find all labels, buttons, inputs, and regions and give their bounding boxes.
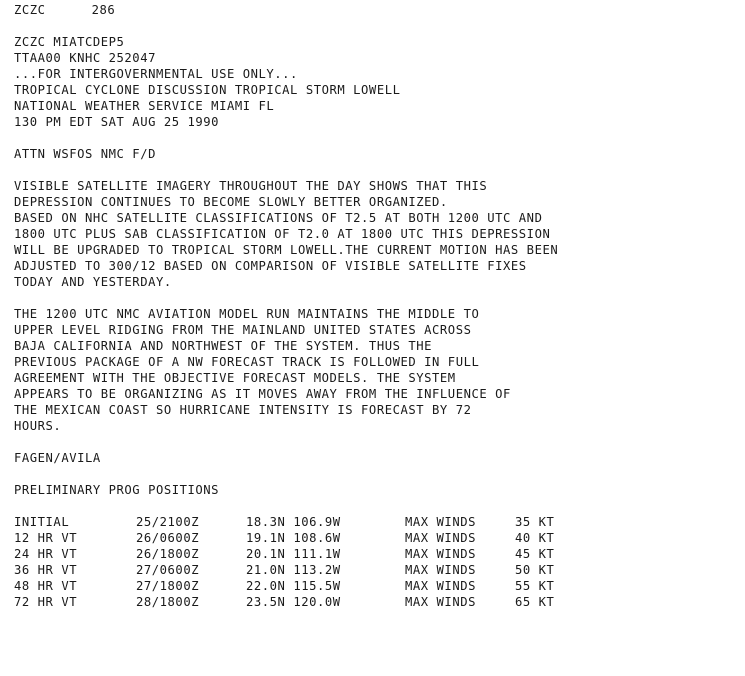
paragraph-line: BASED ON NHC SATELLITE CLASSIFICATIONS OF T2.5 AT BOTH 1200 UTC AND bbox=[14, 211, 543, 225]
forecast-coords: 21.0N 113.2W bbox=[246, 563, 341, 577]
table-row bbox=[14, 578, 575, 594]
forecast-coords: 23.5N 120.0W bbox=[246, 595, 341, 609]
paragraph-line: TODAY AND YESTERDAY. bbox=[14, 275, 172, 289]
forecaster-signature: FAGEN/AVILA bbox=[14, 451, 101, 465]
forecast-label: 12 HR VT bbox=[14, 531, 78, 545]
paragraph-line: AGREEMENT WITH THE OBJECTIVE FORECAST MODELS. THE SYSTEM bbox=[14, 371, 456, 385]
winds-label: MAX WINDS bbox=[405, 579, 476, 593]
forecast-coords: 22.0N 115.5W bbox=[246, 579, 341, 593]
table-row bbox=[14, 546, 575, 562]
winds-value: 50 KT bbox=[515, 563, 555, 577]
paragraph-line: PREVIOUS PACKAGE OF A NW FORECAST TRACK IS FOLLOWED IN FULL bbox=[14, 355, 480, 369]
paragraph-line: ADJUSTED TO 300/12 BASED ON COMPARISON OF VISIBLE SATELLITE FIXES bbox=[14, 259, 527, 273]
discussion-paragraph-2 bbox=[14, 306, 741, 434]
top-number: 286 bbox=[91, 3, 116, 17]
attention-line: ATTN WSFOS NMC F/D bbox=[14, 147, 156, 161]
paragraph-line: DEPRESSION CONTINUES TO BECOME SLOWLY BETTER ORGANIZED. bbox=[14, 195, 448, 209]
forecast-coords: 19.1N 108.6W bbox=[246, 531, 341, 545]
table-row bbox=[14, 594, 575, 610]
paragraph-line: APPEARS TO BE ORGANIZING AS IT MOVES AWAY FROM THE INFLUENCE OF bbox=[14, 387, 511, 401]
table-row bbox=[14, 530, 575, 546]
winds-value: 55 KT bbox=[515, 579, 555, 593]
forecast-time: 27/0600Z bbox=[136, 563, 200, 577]
prog-positions-table bbox=[14, 514, 575, 610]
forecast-time: 26/1800Z bbox=[136, 547, 200, 561]
paragraph-line: WILL BE UPGRADED TO TROPICAL STORM LOWELL.THE CURRENT MOTION HAS BEEN bbox=[14, 243, 559, 257]
table-row bbox=[14, 514, 575, 530]
forecast-time: 26/0600Z bbox=[136, 531, 200, 545]
forecast-time: 25/2100Z bbox=[136, 515, 200, 529]
paragraph-line: UPPER LEVEL RIDGING FROM THE MAINLAND UNITED STATES ACROSS bbox=[14, 323, 472, 337]
header-line: NATIONAL WEATHER SERVICE MIAMI FL bbox=[14, 99, 275, 113]
winds-label: MAX WINDS bbox=[405, 515, 476, 529]
forecast-label: 48 HR VT bbox=[14, 579, 78, 593]
document-page bbox=[14, 2, 741, 610]
winds-label: MAX WINDS bbox=[405, 595, 476, 609]
forecast-label: 72 HR VT bbox=[14, 595, 78, 609]
forecast-label: INITIAL bbox=[14, 515, 70, 529]
top-identifier bbox=[14, 2, 741, 18]
bulletin-header bbox=[14, 34, 741, 130]
forecast-label: 36 HR VT bbox=[14, 563, 78, 577]
paragraph-line: THE 1200 UTC NMC AVIATION MODEL RUN MAINTAINS THE MIDDLE TO bbox=[14, 307, 480, 321]
winds-value: 65 KT bbox=[515, 595, 555, 609]
header-line: ZCZC MIATCDEP5 bbox=[14, 35, 125, 49]
winds-value: 40 KT bbox=[515, 531, 555, 545]
paragraph-line: 1800 UTC PLUS SAB CLASSIFICATION OF T2.0 AT 1800 UTC THIS DEPRESSION bbox=[14, 227, 551, 241]
winds-label: MAX WINDS bbox=[405, 563, 476, 577]
discussion-paragraph-1 bbox=[14, 178, 741, 290]
forecast-time: 27/1800Z bbox=[136, 579, 200, 593]
header-line: TROPICAL CYCLONE DISCUSSION TROPICAL STORM LOWELL bbox=[14, 83, 401, 97]
top-code: ZCZC bbox=[14, 3, 46, 17]
paragraph-line: HOURS. bbox=[14, 419, 62, 433]
winds-value: 35 KT bbox=[515, 515, 555, 529]
forecast-coords: 20.1N 111.1W bbox=[246, 547, 341, 561]
prog-positions-title: PRELIMINARY PROG POSITIONS bbox=[14, 483, 220, 497]
paragraph-line: BAJA CALIFORNIA AND NORTHWEST OF THE SYSTEM. THUS THE bbox=[14, 339, 433, 353]
forecast-time: 28/1800Z bbox=[136, 595, 200, 609]
paragraph-line: VISIBLE SATELLITE IMAGERY THROUGHOUT THE DAY SHOWS THAT THIS bbox=[14, 179, 488, 193]
header-line: ...FOR INTERGOVERNMENTAL USE ONLY... bbox=[14, 67, 298, 81]
winds-label: MAX WINDS bbox=[405, 531, 476, 545]
forecast-label: 24 HR VT bbox=[14, 547, 78, 561]
table-row bbox=[14, 562, 575, 578]
header-line: 130 PM EDT SAT AUG 25 1990 bbox=[14, 115, 220, 129]
forecast-coords: 18.3N 106.9W bbox=[246, 515, 341, 529]
header-line: TTAA00 KNHC 252047 bbox=[14, 51, 156, 65]
paragraph-line: THE MEXICAN COAST SO HURRICANE INTENSITY IS FORECAST BY 72 bbox=[14, 403, 472, 417]
winds-value: 45 KT bbox=[515, 547, 555, 561]
winds-label: MAX WINDS bbox=[405, 547, 476, 561]
